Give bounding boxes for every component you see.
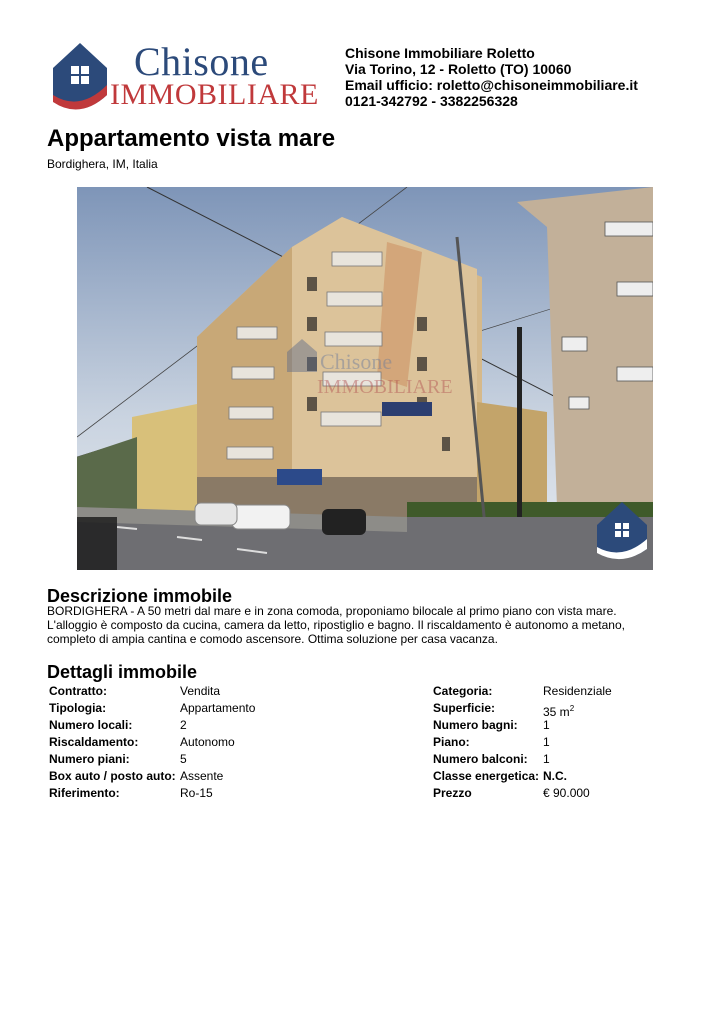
detail-value: 2 <box>180 718 187 732</box>
detail-label: Numero balconi: <box>433 752 528 766</box>
company-logo <box>50 40 330 115</box>
surface-unit-exponent: 2 <box>569 704 575 713</box>
details-table <box>47 683 677 802</box>
agency-address: Via Torino, 12 - Roletto (TO) 10060 <box>345 61 572 77</box>
details-heading: Dettagli immobile <box>47 662 198 682</box>
details-row <box>47 751 677 768</box>
details-row <box>47 734 677 751</box>
details-row <box>47 700 677 717</box>
detail-value: 5 <box>180 752 187 766</box>
detail-value: Appartamento <box>180 701 256 715</box>
detail-label: Tipologia: <box>49 701 107 715</box>
detail-label: Numero locali: <box>49 718 133 732</box>
agency-email[interactable]: Email ufficio: roletto@chisoneimmobiliare.it <box>345 77 638 93</box>
detail-value: Ro-15 <box>180 786 213 800</box>
detail-value: 1 <box>543 718 550 732</box>
surface-value: 35 m <box>543 705 570 719</box>
details-row <box>47 768 677 785</box>
detail-label: Numero piani: <box>49 752 130 766</box>
listing-location: Bordighera, IM, Italia <box>47 157 158 171</box>
detail-value: Autonomo <box>180 735 235 749</box>
detail-label: Categoria: <box>433 684 493 698</box>
detail-label: Prezzo <box>433 786 472 800</box>
page-title: Appartamento vista mare <box>47 125 336 152</box>
detail-label: Superficie: <box>433 701 496 715</box>
detail-label: Riferimento: <box>49 786 120 800</box>
logo-line2: IMMOBILIARE <box>110 78 319 111</box>
house-logo-icon <box>50 40 110 115</box>
agency-phones: 0121-342792 - 3382256328 <box>345 93 518 109</box>
detail-value: N.C. <box>543 769 567 783</box>
agency-name: Chisone Immobiliare Roletto <box>345 45 535 61</box>
description-text: BORDIGHERA - A 50 metri dal mare e in zona comoda, proponiamo bilocale al primo piano con vista mare. L'alloggio è composto da cucina, camera da letto, ripostiglio e bagno. Il riscaldamento è autonomo a metano, completo di ampia cantina e comodo ascensore. Ottima soluzione per casa vacanza. <box>47 604 625 646</box>
logo-line1: Chisone <box>134 39 269 84</box>
detail-value: Residenziale <box>543 684 612 698</box>
detail-value: Assente <box>180 769 224 783</box>
detail-value: 1 <box>543 735 550 749</box>
detail-value: € 90.000 <box>543 786 590 800</box>
detail-value: 1 <box>543 752 550 766</box>
detail-label: Contratto: <box>49 684 107 698</box>
photo-watermark-2: IMMOBILIARE <box>317 376 453 398</box>
photo-watermark-1: Chisone <box>320 349 393 374</box>
detail-label: Numero bagni: <box>433 718 518 732</box>
detail-label: Riscaldamento: <box>49 735 139 749</box>
detail-label: Piano: <box>433 735 470 749</box>
property-photo <box>77 187 653 570</box>
detail-value: Vendita <box>180 684 221 698</box>
details-row <box>47 683 677 700</box>
detail-label: Classe energetica: <box>433 769 540 783</box>
details-row <box>47 785 677 802</box>
details-row <box>47 717 677 734</box>
description-heading: Descrizione immobile <box>47 586 233 606</box>
detail-label: Box auto / posto auto: <box>49 769 176 783</box>
agency-contact <box>345 45 638 109</box>
